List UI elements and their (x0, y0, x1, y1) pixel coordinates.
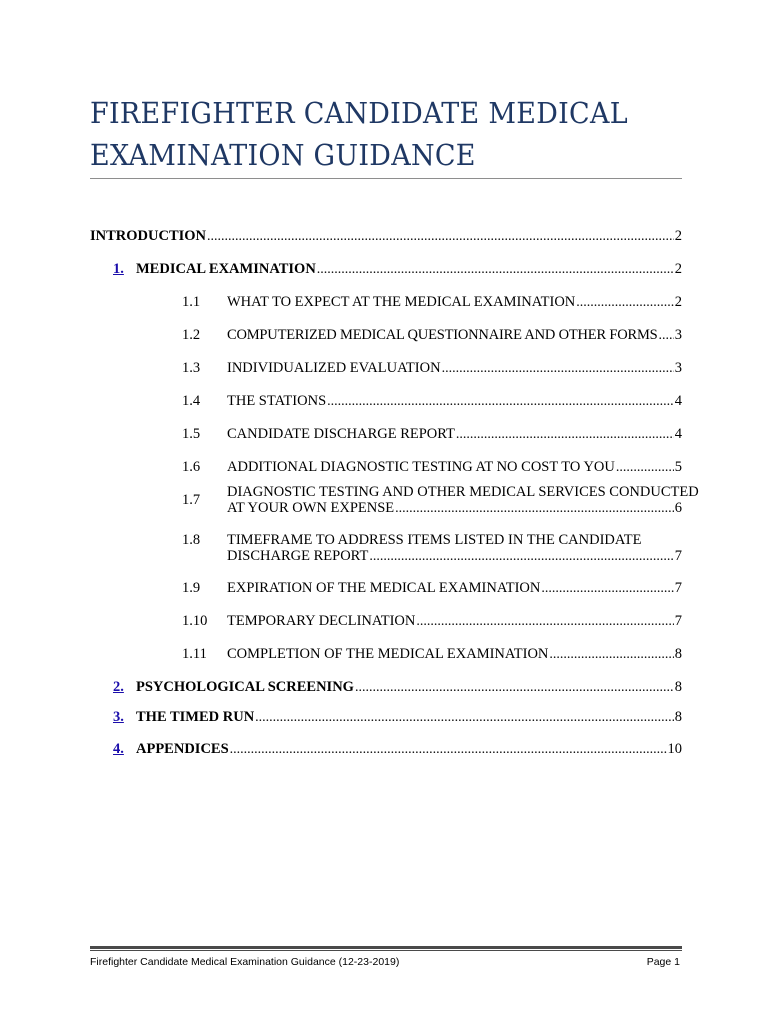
toc-page-number: 2 (674, 228, 682, 244)
toc-page-number: 5 (674, 459, 682, 475)
toc-entry-label: COMPUTERIZED MEDICAL QUESTIONNAIRE AND OTHER FORMS (227, 327, 658, 343)
toc-entry-individualized-evaluation[interactable] (227, 360, 682, 377)
toc-leader (207, 228, 674, 245)
toc-entry-psychological-screening[interactable] (136, 679, 682, 696)
toc-subsection-number: 1.4 (182, 393, 201, 409)
toc-entry-appendices[interactable] (136, 741, 682, 758)
toc-page-number: 7 (674, 548, 682, 564)
toc-subsection-number: 1.11 (182, 646, 207, 662)
toc-leader (416, 613, 673, 630)
footer-page-number: Page 1 (646, 956, 680, 968)
toc-entry-temporary-declination[interactable] (227, 613, 682, 630)
toc-page-number: 7 (674, 580, 682, 596)
title-divider (90, 178, 682, 179)
toc-entry-label: INDIVIDUALIZED EVALUATION (227, 360, 441, 376)
toc-entry-label-line2: DISCHARGE REPORT (227, 548, 369, 564)
toc-entry-label: WHAT TO EXPECT AT THE MEDICAL EXAMINATION (227, 294, 576, 310)
toc-leader (230, 741, 667, 758)
toc-leader (442, 360, 674, 377)
toc-entry-timed-run[interactable] (136, 709, 682, 726)
toc-section-number-link[interactable]: 3. (113, 709, 124, 725)
toc-subsection-number: 1.9 (182, 580, 201, 596)
toc-entry-expiration[interactable] (227, 580, 682, 597)
footer-divider-thick (90, 946, 682, 949)
toc-leader (255, 709, 674, 726)
toc-entry-additional-diagnostic-testing[interactable] (227, 459, 682, 476)
toc-entry-label: TEMPORARY DECLINATION (227, 613, 416, 629)
toc-entry-label-line1[interactable]: TIMEFRAME TO ADDRESS ITEMS LISTED IN THE CANDIDATE (227, 532, 642, 548)
toc-entry-label-line1[interactable]: DIAGNOSTIC TESTING AND OTHER MEDICAL SERVICES CONDUCTED (227, 484, 699, 500)
toc-subsection-number: 1.5 (182, 426, 201, 442)
toc-leader (327, 393, 674, 410)
toc-page-number: 7 (674, 613, 682, 629)
toc-section-number-link[interactable]: 4. (113, 741, 124, 757)
toc-leader (456, 426, 674, 443)
toc-page-number: 8 (674, 646, 682, 662)
document-title-line2: EXAMINATION GUIDANCE (90, 138, 476, 172)
toc-entry-label: THE STATIONS (227, 393, 327, 409)
toc-leader (549, 646, 673, 663)
toc-leader (369, 548, 673, 565)
toc-entry-label: PSYCHOLOGICAL SCREENING (136, 679, 354, 695)
toc-page-number: 8 (674, 709, 682, 725)
toc-section-number-link[interactable]: 2. (113, 679, 124, 695)
toc-entry-label: INTRODUCTION (90, 228, 207, 244)
toc-leader (659, 327, 674, 344)
toc-entry-label: THE TIMED RUN (136, 709, 255, 725)
toc-page-number: 3 (674, 327, 682, 343)
toc-page-number: 2 (674, 261, 682, 277)
toc-subsection-number: 1.2 (182, 327, 201, 343)
toc-entry-computerized-questionnaire[interactable] (227, 327, 682, 344)
toc-page-number: 4 (674, 393, 682, 409)
toc-subsection-number: 1.7 (182, 492, 201, 508)
toc-subsection-number: 1.1 (182, 294, 201, 310)
toc-subsection-number: 1.6 (182, 459, 201, 475)
footer-divider-thin (90, 950, 682, 951)
toc-entry-label-line2: AT YOUR OWN EXPENSE (227, 500, 395, 516)
toc-page-number: 10 (667, 741, 682, 757)
toc-page-number: 6 (674, 500, 682, 516)
toc-leader (355, 679, 674, 696)
toc-entry-what-to-expect[interactable] (227, 294, 682, 311)
toc-page-number: 2 (674, 294, 682, 310)
toc-subsection-number: 1.3 (182, 360, 201, 376)
toc-leader (576, 294, 673, 311)
toc-page-number: 4 (674, 426, 682, 442)
toc-page-number: 3 (674, 360, 682, 376)
toc-entry-label: APPENDICES (136, 741, 229, 757)
document-title-line1: FIREFIGHTER CANDIDATE MEDICAL (90, 96, 628, 130)
toc-leader (616, 459, 674, 476)
toc-entry-diagnostic-testing-own-expense[interactable] (227, 500, 682, 517)
toc-entry-candidate-discharge-report[interactable] (227, 426, 682, 443)
document-title (90, 92, 648, 176)
toc-entry-label: EXPIRATION OF THE MEDICAL EXAMINATION (227, 580, 541, 596)
toc-subsection-number: 1.10 (182, 613, 208, 629)
toc-entry-medical-examination[interactable] (136, 261, 682, 278)
toc-leader (395, 500, 674, 517)
toc-leader (541, 580, 673, 597)
footer-document-name: Firefighter Candidate Medical Examination Guidance (12-23-2019) (90, 956, 400, 968)
toc-page-number: 8 (674, 679, 682, 695)
toc-entry-label: MEDICAL EXAMINATION (136, 261, 316, 277)
toc-entry-timeframe[interactable] (227, 548, 682, 565)
toc-entry-label: ADDITIONAL DIAGNOSTIC TESTING AT NO COST TO YOU (227, 459, 615, 475)
toc-entry-label: CANDIDATE DISCHARGE REPORT (227, 426, 455, 442)
toc-entry-the-stations[interactable] (227, 393, 682, 410)
toc-entry-completion[interactable] (227, 646, 682, 663)
toc-section-number-link[interactable]: 1. (113, 261, 124, 277)
toc-leader (317, 261, 674, 278)
toc-entry-introduction[interactable] (90, 228, 682, 245)
toc-subsection-number: 1.8 (182, 532, 201, 548)
toc-entry-label: COMPLETION OF THE MEDICAL EXAMINATION (227, 646, 549, 662)
